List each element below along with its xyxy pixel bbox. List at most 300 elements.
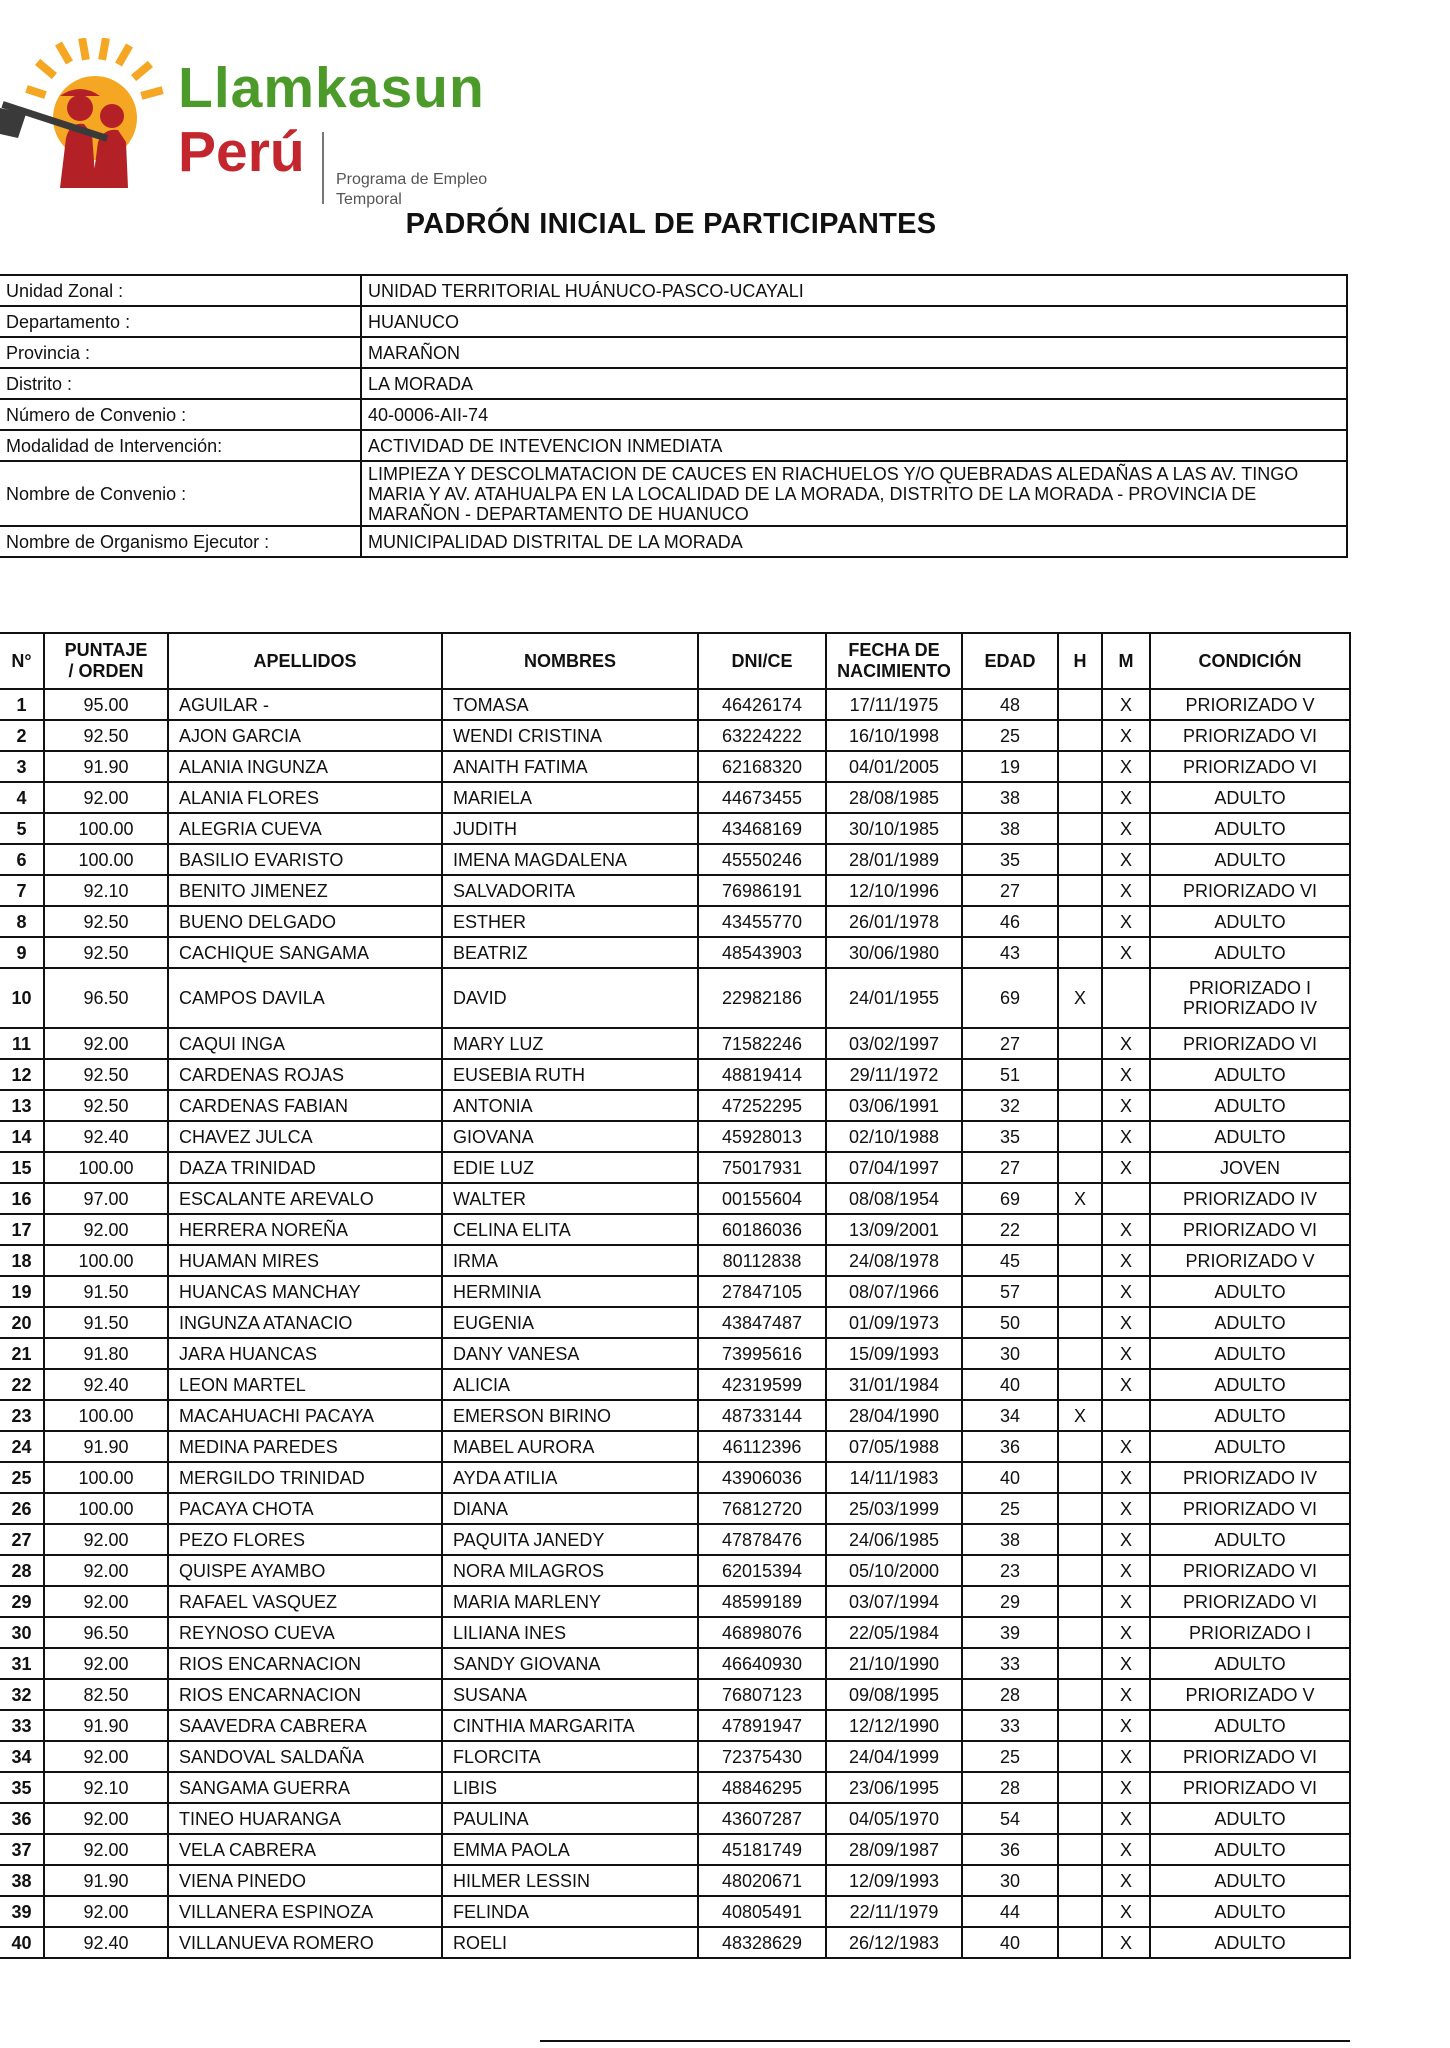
cell-nombres: SANDY GIOVANA	[442, 1648, 698, 1679]
cell-n: 15	[0, 1152, 44, 1183]
cell-dni: 48328629	[698, 1927, 826, 1958]
cell-fecha: 30/06/1980	[826, 937, 962, 968]
info-value: LIMPIEZA Y DESCOLMATACION DE CAUCES EN RIACHUELOS Y/O QUEBRADAS ALEDAÑAS A LAS AV. TINGO MARIA Y AV. ATAHUALPA EN LA LOCALIDAD DE LA MORADA, DISTRITO DE LA MORADA - PROVINCIA DE MARAÑON - DEPARTAMENTO DE HUANUCO	[361, 461, 1347, 526]
cell-edad: 27	[962, 875, 1058, 906]
cell-h	[1058, 1090, 1102, 1121]
cell-h	[1058, 782, 1102, 813]
cell-fecha: 28/09/1987	[826, 1834, 962, 1865]
cell-h	[1058, 1431, 1102, 1462]
cell-dni: 22982186	[698, 968, 826, 1028]
cell-nombres: ANAITH FATIMA	[442, 751, 698, 782]
condicion-line1: ADULTO	[1214, 1932, 1286, 1953]
cell-nombres: IRMA	[442, 1245, 698, 1276]
condicion-line1: PRIORIZADO IV	[1182, 1188, 1317, 1209]
cell-h	[1058, 1369, 1102, 1400]
cell-apellidos: REYNOSO CUEVA	[168, 1617, 442, 1648]
condicion-line1: ADULTO	[1214, 1095, 1286, 1116]
cell-n: 28	[0, 1555, 44, 1586]
cell-m: X	[1102, 1555, 1150, 1586]
cell-fecha: 03/07/1994	[826, 1586, 962, 1617]
cell-fecha: 03/02/1997	[826, 1028, 962, 1059]
cell-h	[1058, 1059, 1102, 1090]
cell-h	[1058, 1803, 1102, 1834]
cell-condicion	[1150, 1431, 1350, 1462]
cell-dni: 45181749	[698, 1834, 826, 1865]
table-row	[0, 1090, 1350, 1121]
cell-edad: 54	[962, 1803, 1058, 1834]
cell-m: X	[1102, 1121, 1150, 1152]
table-row	[0, 1028, 1350, 1059]
cell-edad: 51	[962, 1059, 1058, 1090]
cell-apellidos: AJON GARCIA	[168, 720, 442, 751]
cell-n: 23	[0, 1400, 44, 1431]
cell-m: X	[1102, 1679, 1150, 1710]
cell-nombres: DIANA	[442, 1493, 698, 1524]
cell-edad: 36	[962, 1431, 1058, 1462]
table-row	[0, 1617, 1350, 1648]
cell-condicion	[1150, 1834, 1350, 1865]
cell-edad: 40	[962, 1462, 1058, 1493]
info-value: LA MORADA	[361, 368, 1347, 399]
info-row	[0, 461, 1347, 526]
cell-condicion	[1150, 782, 1350, 813]
cell-apellidos: BUENO DELGADO	[168, 906, 442, 937]
cell-fecha: 24/04/1999	[826, 1741, 962, 1772]
cell-nombres: DANY VANESA	[442, 1338, 698, 1369]
cell-puntaje: 92.10	[44, 1772, 168, 1803]
cell-edad: 30	[962, 1338, 1058, 1369]
cell-dni: 45550246	[698, 844, 826, 875]
cell-puntaje: 91.80	[44, 1338, 168, 1369]
cell-condicion	[1150, 1152, 1350, 1183]
cell-fecha: 07/04/1997	[826, 1152, 962, 1183]
cell-fecha: 05/10/2000	[826, 1555, 962, 1586]
cell-dni: 48599189	[698, 1586, 826, 1617]
cell-n: 29	[0, 1586, 44, 1617]
col-header-dni: DNI/CE	[698, 633, 826, 689]
cell-h	[1058, 1865, 1102, 1896]
cell-puntaje: 92.00	[44, 1803, 168, 1834]
cell-m: X	[1102, 1338, 1150, 1369]
cell-dni: 62168320	[698, 751, 826, 782]
cell-apellidos: ALEGRIA CUEVA	[168, 813, 442, 844]
cell-puntaje: 92.50	[44, 1059, 168, 1090]
cell-fecha: 26/01/1978	[826, 906, 962, 937]
cell-fecha: 24/08/1978	[826, 1245, 962, 1276]
cell-fecha: 28/04/1990	[826, 1400, 962, 1431]
cell-edad: 39	[962, 1617, 1058, 1648]
cell-fecha: 03/06/1991	[826, 1090, 962, 1121]
cell-edad: 25	[962, 1493, 1058, 1524]
cell-m: X	[1102, 751, 1150, 782]
cell-puntaje: 91.90	[44, 751, 168, 782]
info-value: MUNICIPALIDAD DISTRITAL DE LA MORADA	[361, 526, 1347, 557]
cell-puntaje: 92.00	[44, 1524, 168, 1555]
cell-puntaje: 91.50	[44, 1307, 168, 1338]
table-row	[0, 1803, 1350, 1834]
cell-condicion	[1150, 1214, 1350, 1245]
cell-apellidos: TINEO HUARANGA	[168, 1803, 442, 1834]
condicion-line1: ADULTO	[1214, 1343, 1286, 1364]
cell-condicion	[1150, 875, 1350, 906]
cell-puntaje: 92.50	[44, 937, 168, 968]
info-label: Provincia :	[0, 337, 361, 368]
cell-edad: 48	[962, 689, 1058, 720]
cell-fecha: 16/10/1998	[826, 720, 962, 751]
cell-dni: 42319599	[698, 1369, 826, 1400]
condicion-line1: ADULTO	[1214, 1436, 1286, 1457]
footer-line	[540, 2040, 1350, 2042]
cell-fecha: 04/01/2005	[826, 751, 962, 782]
participants-table	[0, 632, 1351, 1959]
condicion-line1: ADULTO	[1214, 849, 1286, 870]
table-row	[0, 1462, 1350, 1493]
cell-apellidos: CARDENAS ROJAS	[168, 1059, 442, 1090]
cell-h	[1058, 1214, 1102, 1245]
cell-fecha: 07/05/1988	[826, 1431, 962, 1462]
cell-edad: 22	[962, 1214, 1058, 1245]
cell-n: 11	[0, 1028, 44, 1059]
cell-fecha: 25/03/1999	[826, 1493, 962, 1524]
table-row	[0, 1741, 1350, 1772]
cell-n: 40	[0, 1927, 44, 1958]
table-row	[0, 689, 1350, 720]
cell-dni: 47252295	[698, 1090, 826, 1121]
cell-puntaje: 91.50	[44, 1276, 168, 1307]
cell-n: 14	[0, 1121, 44, 1152]
condicion-line1: ADULTO	[1214, 911, 1286, 932]
cell-m: X	[1102, 1803, 1150, 1834]
col-header-m: M	[1102, 633, 1150, 689]
info-value: ACTIVIDAD DE INTEVENCION INMEDIATA	[361, 430, 1347, 461]
condicion-line1: ADULTO	[1214, 1529, 1286, 1550]
cell-h	[1058, 1524, 1102, 1555]
cell-h	[1058, 1710, 1102, 1741]
cell-n: 9	[0, 937, 44, 968]
info-row	[0, 306, 1347, 337]
logo-description	[336, 170, 496, 210]
cell-h	[1058, 1896, 1102, 1927]
cell-fecha: 08/08/1954	[826, 1183, 962, 1214]
cell-nombres: SUSANA	[442, 1679, 698, 1710]
table-row	[0, 1927, 1350, 1958]
cell-nombres: WALTER	[442, 1183, 698, 1214]
condicion-line1: ADULTO	[1214, 942, 1286, 963]
cell-dni: 27847105	[698, 1276, 826, 1307]
cell-h	[1058, 1028, 1102, 1059]
cell-n: 22	[0, 1369, 44, 1400]
table-row	[0, 1059, 1350, 1090]
col-header-nombres: NOMBRES	[442, 633, 698, 689]
table-row	[0, 1338, 1350, 1369]
cell-h	[1058, 1121, 1102, 1152]
condicion-line1: PRIORIZADO I	[1188, 1622, 1311, 1643]
cell-condicion	[1150, 1493, 1350, 1524]
cell-fecha: 15/09/1993	[826, 1338, 962, 1369]
cell-edad: 44	[962, 1896, 1058, 1927]
cell-puntaje: 100.00	[44, 1493, 168, 1524]
cell-apellidos: ESCALANTE AREVALO	[168, 1183, 442, 1214]
cell-fecha: 12/10/1996	[826, 875, 962, 906]
table-row	[0, 751, 1350, 782]
cell-h	[1058, 1679, 1102, 1710]
cell-puntaje: 92.40	[44, 1927, 168, 1958]
cell-n: 35	[0, 1772, 44, 1803]
table-row	[0, 1307, 1350, 1338]
cell-edad: 35	[962, 1121, 1058, 1152]
condicion-line1: ADULTO	[1214, 1405, 1286, 1426]
cell-dni: 73995616	[698, 1338, 826, 1369]
cell-m: X	[1102, 1896, 1150, 1927]
cell-nombres: WENDI CRISTINA	[442, 720, 698, 751]
cell-fecha: 04/05/1970	[826, 1803, 962, 1834]
cell-puntaje: 92.40	[44, 1121, 168, 1152]
table-row	[0, 1524, 1350, 1555]
cell-apellidos: CAMPOS DAVILA	[168, 968, 442, 1028]
cell-edad: 23	[962, 1555, 1058, 1586]
cell-puntaje: 92.40	[44, 1369, 168, 1400]
cell-m: X	[1102, 1865, 1150, 1896]
cell-n: 2	[0, 720, 44, 751]
cell-n: 24	[0, 1431, 44, 1462]
cell-m: X	[1102, 844, 1150, 875]
cell-nombres: ROELI	[442, 1927, 698, 1958]
cell-h	[1058, 1648, 1102, 1679]
cell-apellidos: SANDOVAL SALDAÑA	[168, 1741, 442, 1772]
cell-apellidos: HUANCAS MANCHAY	[168, 1276, 442, 1307]
cell-apellidos: MACAHUACHI PACAYA	[168, 1400, 442, 1431]
cell-nombres: EMERSON BIRINO	[442, 1400, 698, 1431]
cell-apellidos: ALANIA INGUNZA	[168, 751, 442, 782]
cell-condicion	[1150, 1586, 1350, 1617]
cell-h	[1058, 1152, 1102, 1183]
cell-puntaje: 92.50	[44, 720, 168, 751]
cell-condicion	[1150, 1927, 1350, 1958]
cell-n: 25	[0, 1462, 44, 1493]
cell-fecha: 09/08/1995	[826, 1679, 962, 1710]
cell-h	[1058, 813, 1102, 844]
cell-dni: 48543903	[698, 937, 826, 968]
cell-fecha: 24/06/1985	[826, 1524, 962, 1555]
cell-condicion	[1150, 1617, 1350, 1648]
cell-nombres: FLORCITA	[442, 1741, 698, 1772]
cell-condicion	[1150, 1865, 1350, 1896]
table-row	[0, 1493, 1350, 1524]
cell-h	[1058, 689, 1102, 720]
cell-n: 13	[0, 1090, 44, 1121]
col-header-apellidos: APELLIDOS	[168, 633, 442, 689]
cell-nombres: EDIE LUZ	[442, 1152, 698, 1183]
cell-puntaje: 82.50	[44, 1679, 168, 1710]
table-row	[0, 1710, 1350, 1741]
cell-n: 6	[0, 844, 44, 875]
condicion-line1: ADULTO	[1214, 818, 1286, 839]
cell-condicion	[1150, 1896, 1350, 1927]
cell-apellidos: RAFAEL VASQUEZ	[168, 1586, 442, 1617]
cell-condicion	[1150, 1183, 1350, 1214]
col-header-puntaje	[44, 633, 168, 689]
cell-fecha: 28/08/1985	[826, 782, 962, 813]
cell-dni: 63224222	[698, 720, 826, 751]
cell-m: X	[1102, 1090, 1150, 1121]
cell-nombres: GIOVANA	[442, 1121, 698, 1152]
cell-apellidos: CARDENAS FABIAN	[168, 1090, 442, 1121]
cell-nombres: MARIA MARLENY	[442, 1586, 698, 1617]
cell-n: 19	[0, 1276, 44, 1307]
cell-condicion	[1150, 813, 1350, 844]
cell-condicion	[1150, 1121, 1350, 1152]
cell-fecha: 14/11/1983	[826, 1462, 962, 1493]
cell-fecha: 12/09/1993	[826, 1865, 962, 1896]
cell-edad: 40	[962, 1369, 1058, 1400]
cell-edad: 43	[962, 937, 1058, 968]
cell-puntaje: 100.00	[44, 1152, 168, 1183]
cell-dni: 48020671	[698, 1865, 826, 1896]
condicion-line1: ADULTO	[1214, 1870, 1286, 1891]
cell-puntaje: 92.00	[44, 1586, 168, 1617]
cell-m: X	[1102, 906, 1150, 937]
cell-m: X	[1102, 1710, 1150, 1741]
condicion-line1: ADULTO	[1214, 1374, 1286, 1395]
cell-apellidos: VILLANUEVA ROMERO	[168, 1927, 442, 1958]
col-header-h: H	[1058, 633, 1102, 689]
cell-puntaje: 92.00	[44, 782, 168, 813]
condicion-line1: PRIORIZADO VI	[1182, 1777, 1317, 1798]
cell-apellidos: PEZO FLORES	[168, 1524, 442, 1555]
cell-puntaje: 96.50	[44, 1617, 168, 1648]
cell-n: 36	[0, 1803, 44, 1834]
cell-fecha: 22/11/1979	[826, 1896, 962, 1927]
cell-edad: 40	[962, 1927, 1058, 1958]
cell-nombres: ESTHER	[442, 906, 698, 937]
table-row	[0, 968, 1350, 1028]
cell-h	[1058, 1245, 1102, 1276]
cell-edad: 57	[962, 1276, 1058, 1307]
cell-dni: 46426174	[698, 689, 826, 720]
cell-m: X	[1102, 1214, 1150, 1245]
cell-n: 3	[0, 751, 44, 782]
cell-puntaje: 100.00	[44, 1462, 168, 1493]
cell-fecha: 28/01/1989	[826, 844, 962, 875]
cell-h	[1058, 906, 1102, 937]
info-row	[0, 526, 1347, 557]
cell-condicion	[1150, 937, 1350, 968]
cell-puntaje: 91.90	[44, 1431, 168, 1462]
cell-nombres: JUDITH	[442, 813, 698, 844]
cell-apellidos: BENITO JIMENEZ	[168, 875, 442, 906]
cell-apellidos: CHAVEZ JULCA	[168, 1121, 442, 1152]
cell-edad: 35	[962, 844, 1058, 875]
cell-puntaje: 96.50	[44, 968, 168, 1028]
cell-puntaje: 97.00	[44, 1183, 168, 1214]
cell-nombres: SALVADORITA	[442, 875, 698, 906]
info-label: Departamento :	[0, 306, 361, 337]
condicion-line1: ADULTO	[1214, 1715, 1286, 1736]
cell-edad: 45	[962, 1245, 1058, 1276]
cell-h: X	[1058, 1183, 1102, 1214]
cell-n: 18	[0, 1245, 44, 1276]
cell-nombres: CELINA ELITA	[442, 1214, 698, 1245]
col-header-condicion: CONDICIÓN	[1150, 633, 1350, 689]
cell-puntaje: 92.10	[44, 875, 168, 906]
info-value: HUANUCO	[361, 306, 1347, 337]
condicion-line1: PRIORIZADO VI	[1182, 880, 1317, 901]
condicion-line1: ADULTO	[1214, 1839, 1286, 1860]
cell-edad: 28	[962, 1679, 1058, 1710]
cell-dni: 62015394	[698, 1555, 826, 1586]
cell-h	[1058, 1586, 1102, 1617]
cell-m: X	[1102, 937, 1150, 968]
cell-m: X	[1102, 1245, 1150, 1276]
cell-n: 30	[0, 1617, 44, 1648]
condicion-line1: ADULTO	[1214, 1126, 1286, 1147]
cell-fecha: 12/12/1990	[826, 1710, 962, 1741]
cell-nombres: EUSEBIA RUTH	[442, 1059, 698, 1090]
cell-apellidos: LEON MARTEL	[168, 1369, 442, 1400]
cell-puntaje: 100.00	[44, 1400, 168, 1431]
cell-apellidos: PACAYA CHOTA	[168, 1493, 442, 1524]
info-row	[0, 399, 1347, 430]
cell-condicion	[1150, 1276, 1350, 1307]
condicion-line1: PRIORIZADO V	[1185, 1684, 1315, 1705]
cell-edad: 38	[962, 782, 1058, 813]
table-row	[0, 1214, 1350, 1245]
condicion-line1: ADULTO	[1214, 1312, 1286, 1333]
cell-fecha: 23/06/1995	[826, 1772, 962, 1803]
cell-edad: 46	[962, 906, 1058, 937]
cell-nombres: ALICIA	[442, 1369, 698, 1400]
cell-n: 31	[0, 1648, 44, 1679]
cell-apellidos: MERGILDO TRINIDAD	[168, 1462, 442, 1493]
cell-nombres: MARIELA	[442, 782, 698, 813]
table-row	[0, 782, 1350, 813]
cell-h	[1058, 1462, 1102, 1493]
table-row	[0, 1245, 1350, 1276]
cell-m: X	[1102, 1834, 1150, 1865]
cell-m: X	[1102, 689, 1150, 720]
cell-apellidos: QUISPE AYAMBO	[168, 1555, 442, 1586]
cell-h	[1058, 1555, 1102, 1586]
cell-apellidos: SANGAMA GUERRA	[168, 1772, 442, 1803]
condicion-line1: PRIORIZADO V	[1185, 694, 1315, 715]
condicion-line2: PRIORIZADO IV	[1182, 998, 1317, 1018]
cell-nombres: MARY LUZ	[442, 1028, 698, 1059]
cell-condicion	[1150, 968, 1350, 1028]
table-row	[0, 1834, 1350, 1865]
cell-nombres: FELINDA	[442, 1896, 698, 1927]
cell-fecha: 13/09/2001	[826, 1214, 962, 1245]
cell-puntaje: 91.90	[44, 1865, 168, 1896]
cell-h	[1058, 1834, 1102, 1865]
condicion-line1: PRIORIZADO V	[1185, 1250, 1315, 1271]
cell-fecha: 08/07/1966	[826, 1276, 962, 1307]
condicion-line1: PRIORIZADO VI	[1182, 1033, 1317, 1054]
cell-fecha: 17/11/1975	[826, 689, 962, 720]
table-row	[0, 1152, 1350, 1183]
table-row	[0, 720, 1350, 751]
cell-dni: 46112396	[698, 1431, 826, 1462]
table-row	[0, 1896, 1350, 1927]
cell-n: 4	[0, 782, 44, 813]
cell-m: X	[1102, 1028, 1150, 1059]
cell-dni: 40805491	[698, 1896, 826, 1927]
cell-h	[1058, 1927, 1102, 1958]
cell-edad: 69	[962, 968, 1058, 1028]
info-row	[0, 337, 1347, 368]
cell-h	[1058, 875, 1102, 906]
condicion-line1: ADULTO	[1214, 1064, 1286, 1085]
table-row	[0, 1431, 1350, 1462]
